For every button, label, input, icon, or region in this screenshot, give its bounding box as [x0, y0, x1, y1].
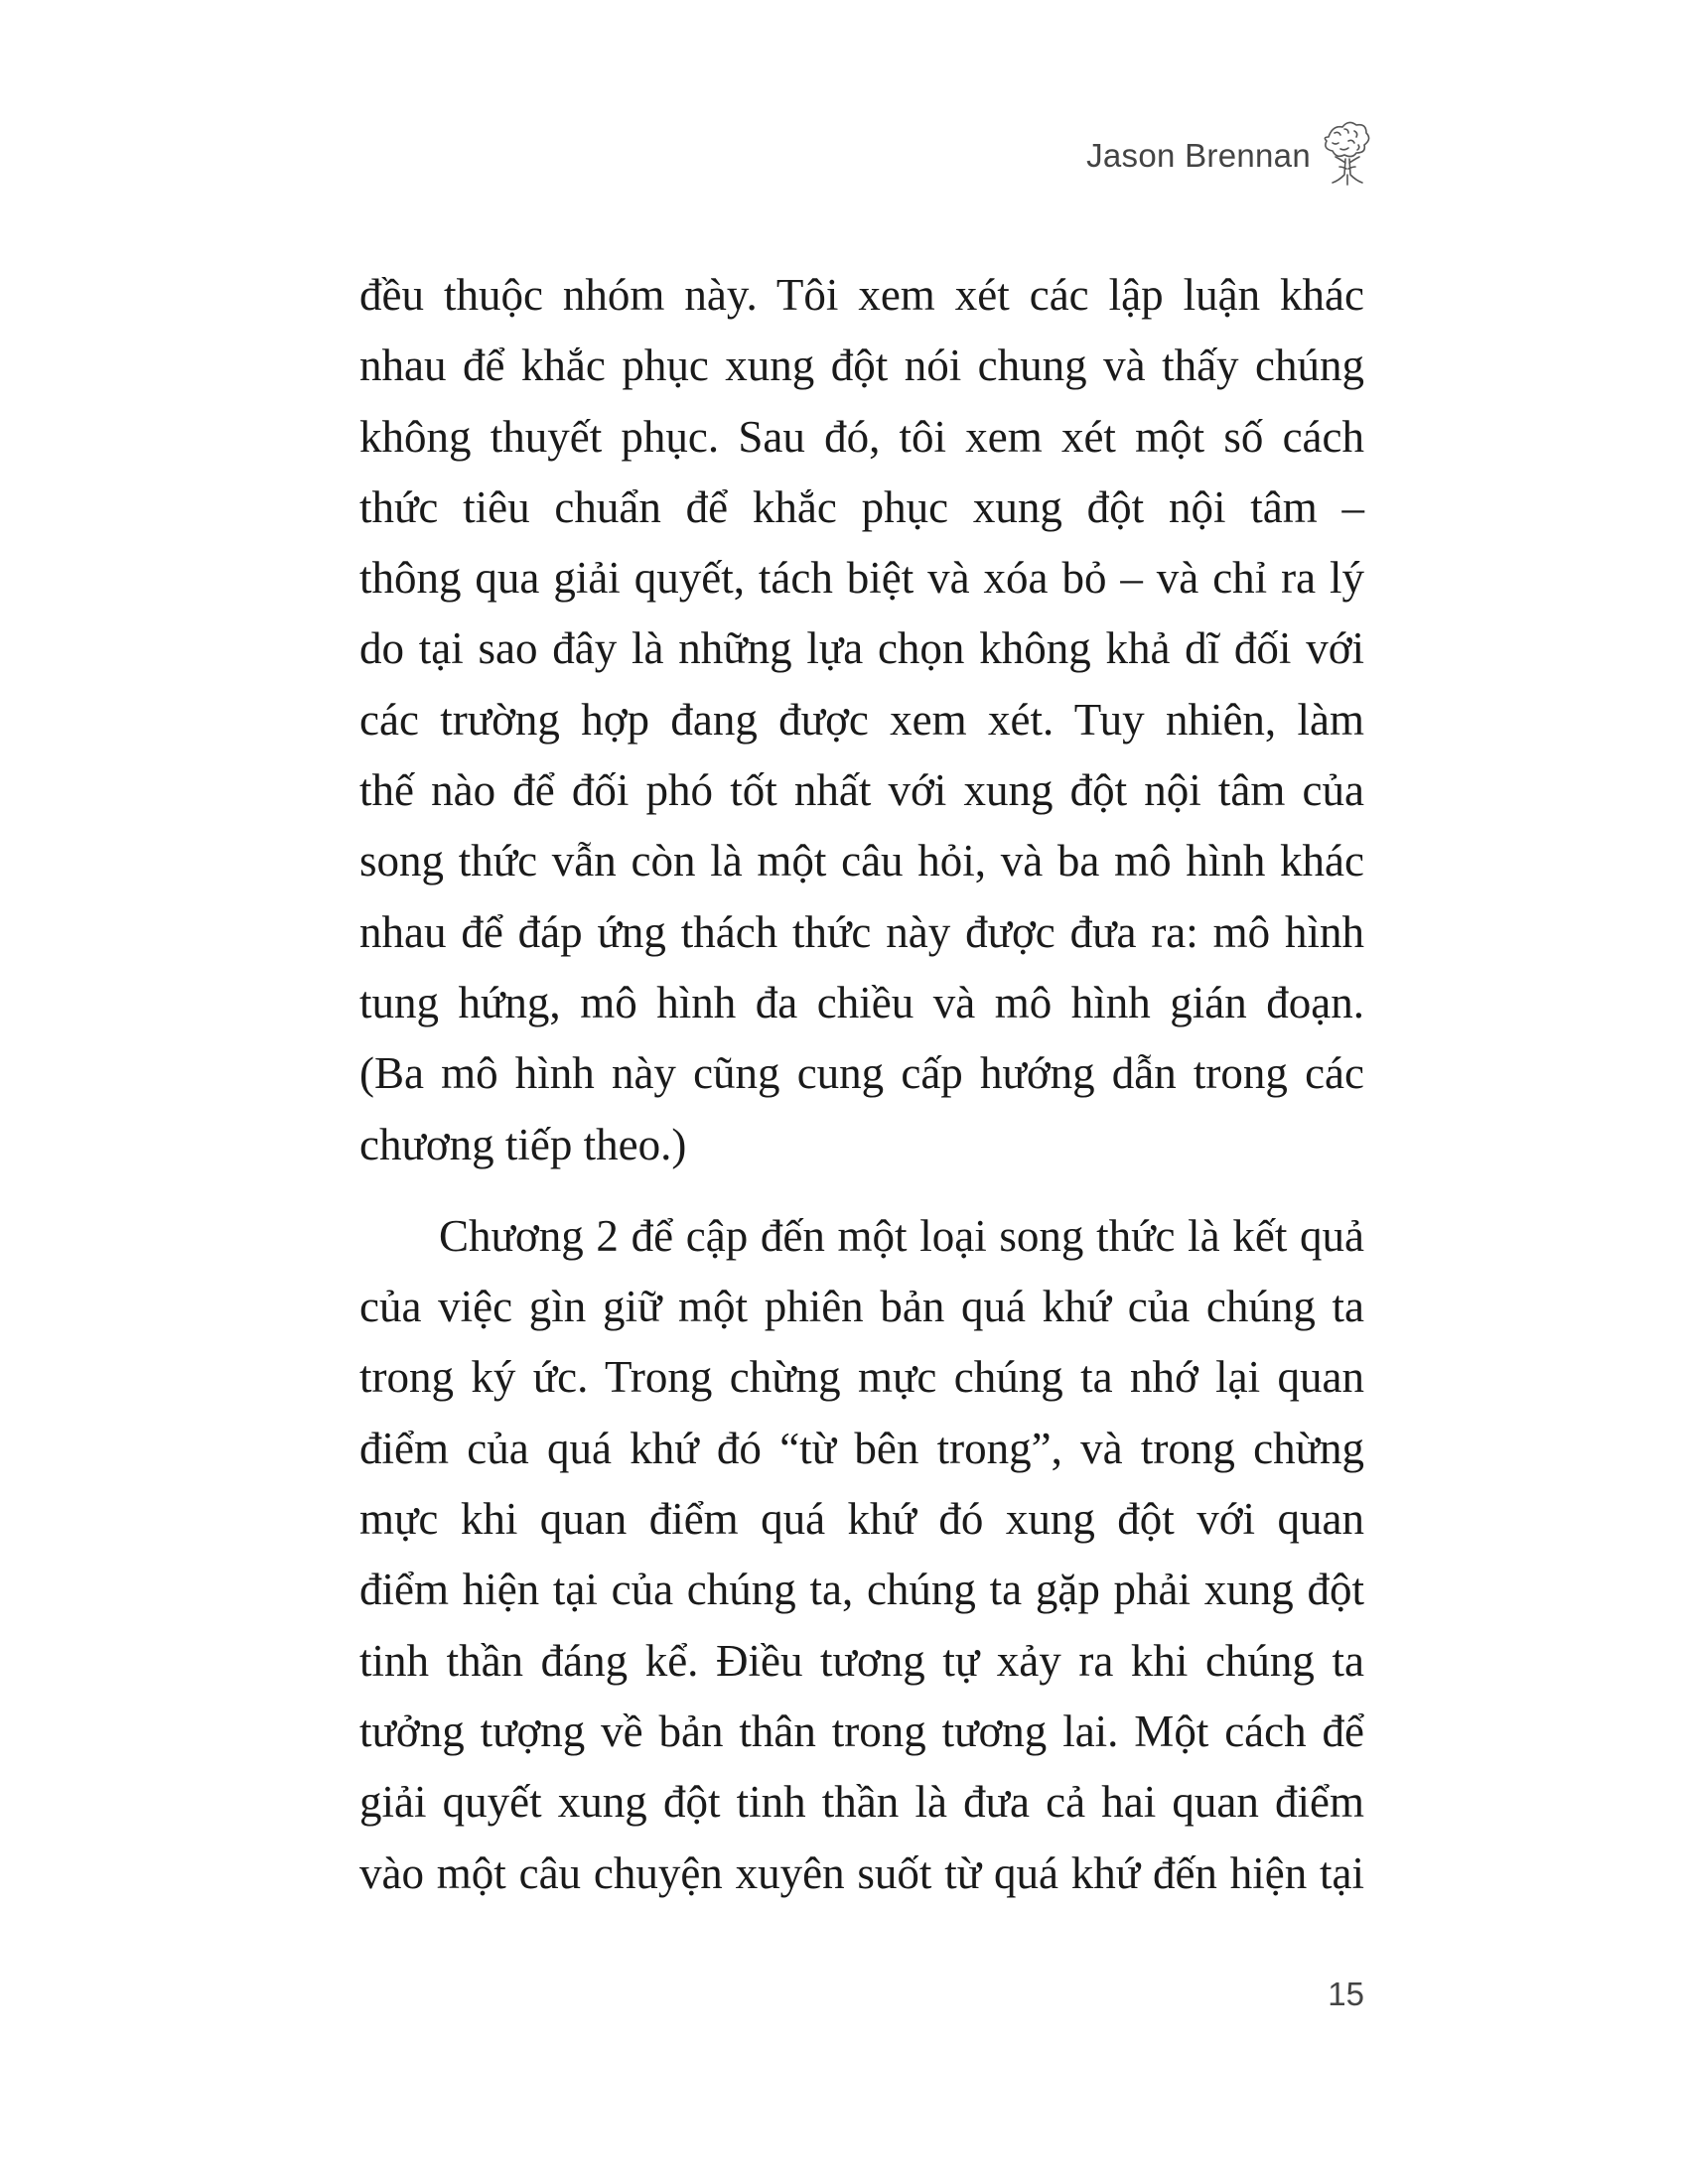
text-line: các trường hợp đang được xem xét. Tuy nhiên, làm [359, 694, 1364, 745]
text-line: tinh thần đáng kể. Điều tương tự xảy ra khi chúng ta [359, 1635, 1364, 1686]
text-line: song thức vẫn còn là một câu hỏi, và ba mô hình khác [359, 836, 1364, 887]
text-line: tưởng tượng về bản thân trong tương lai. Một cách để [359, 1706, 1364, 1756]
text-line: điểm hiện tại của chúng ta, chúng ta gặp phải xung đột [359, 1565, 1364, 1615]
text-line: giải quyết xung đột tinh thần là đưa cả hai quan điểm [359, 1777, 1364, 1828]
text-line: thế nào để đối phó tốt nhất với xung đột nội tâm của [359, 765, 1364, 816]
text-line: vào một câu chuyện xuyên suốt từ quá khứ đến hiện tại [359, 1847, 1364, 1898]
paragraph-break [359, 1180, 1364, 1201]
text-line: của việc gìn giữ một phiên bản quá khứ của chúng ta [359, 1282, 1364, 1332]
body-text [359, 260, 1364, 1909]
text-line: chương tiếp theo.) [359, 1119, 687, 1169]
text-line: trong ký ức. Trong chừng mực chúng ta nhớ lại quan [359, 1352, 1364, 1403]
text-line: do tại sao đây là những lựa chọn không khả dĩ đối với [359, 623, 1364, 674]
text-line: Chương 2 để cập đến một loại song thức là kết quả [439, 1210, 1364, 1261]
text-line: điểm của quá khứ đó “từ bên trong”, và trong chừng [359, 1423, 1364, 1473]
page-number: 15 [1328, 1976, 1364, 2012]
text-line: mực khi quan điểm quá khứ đó xung đột với quan [359, 1494, 1364, 1545]
text-line: không thuyết phục. Sau đó, tôi xem xét một số cách [359, 411, 1364, 462]
text-line: đều thuộc nhóm này. Tôi xem xét các lập luận khác [359, 270, 1364, 320]
text-line: tung hứng, mô hình đa chiều và mô hình gián đoạn. [359, 977, 1364, 1027]
running-header-author: Jason Brennan [1086, 137, 1311, 174]
text-line: nhau để khắc phục xung đột nói chung và thấy chúng [359, 341, 1364, 391]
text-line: thức tiêu chuẩn để khắc phục xung đột nội tâm – [359, 481, 1364, 532]
tree-icon [1319, 115, 1374, 191]
text-line: (Ba mô hình này cũng cung cấp hướng dẫn trong các [359, 1048, 1364, 1099]
text-line: nhau để đáp ứng thách thức này được đưa ra: mô hình [359, 906, 1364, 957]
text-line: thông qua giải quyết, tách biệt và xóa bỏ – và chỉ ra lý [359, 553, 1364, 604]
